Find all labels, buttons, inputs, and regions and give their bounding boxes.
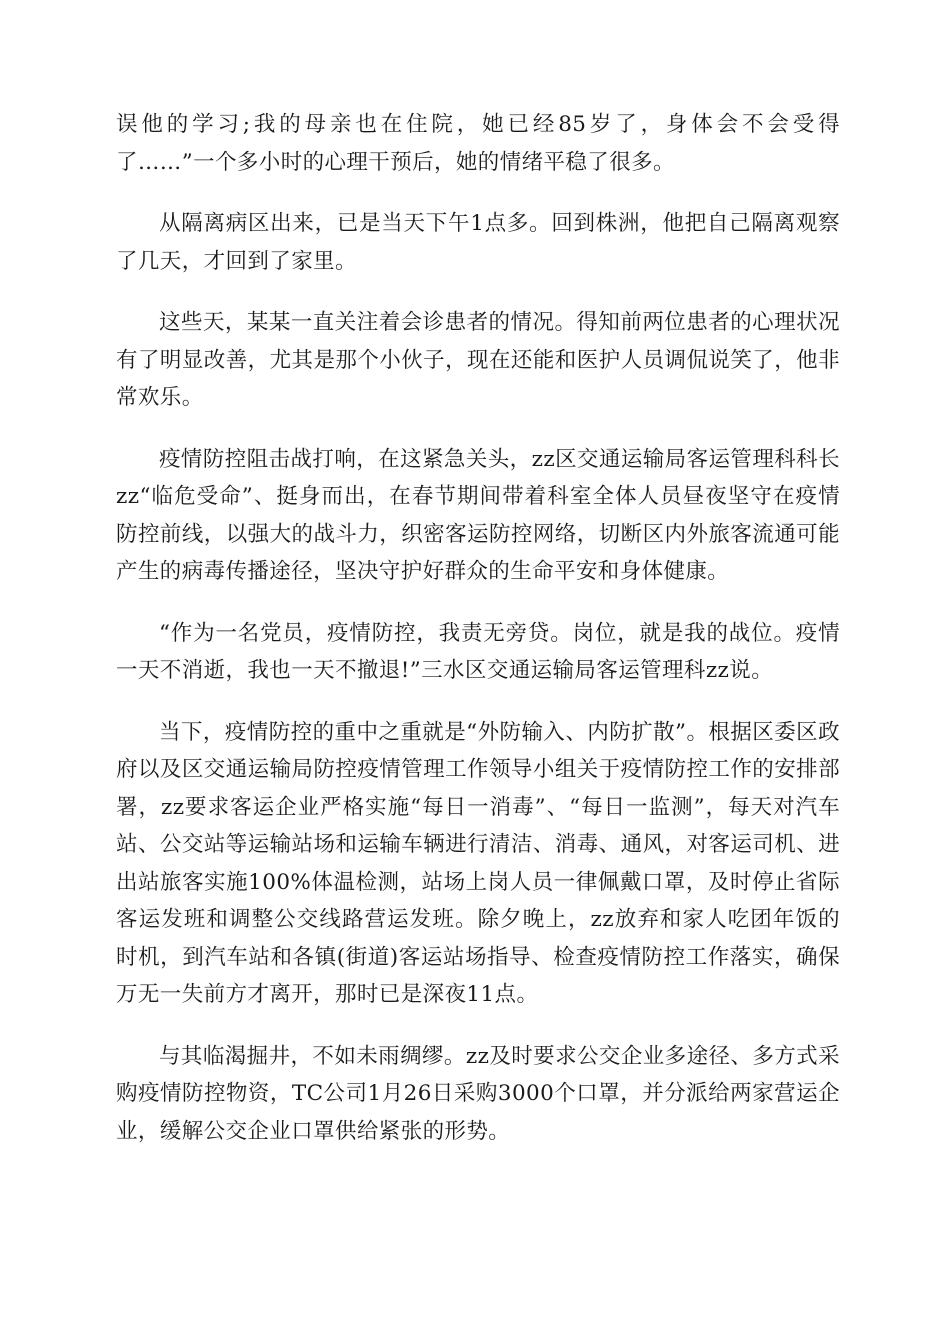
paragraph-7: 与其临渴掘井，不如未雨绸缪。zz及时要求公交企业多途径、多方式采购疫情防控物资，TC公司1月26日采购3000个口罩，并分派给两家营运企业，缓解公交企业口罩供给紧张的形势。 [116, 1043, 840, 1144]
paragraph-5: “作为一名党员，疫情防控，我责无旁贷。岗位，就是我的战位。疫情一天不消逝，我也一天不撤退!”三水区交通运输局客运管理科zz说。 [116, 620, 840, 683]
document-body [116, 106, 840, 1174]
paragraph-1: 误他的学习;我的母亲也在住院，她已经85岁了，身体会不会受得了……”一个多小时的心理干预后，她的情绪平稳了很多。 [116, 112, 840, 175]
paragraph-3: 这些天，某某一直关注着会诊患者的情况。得知前两位患者的心理状况有了明显改善，尤其是那个小伙子，现在还能和医护人员调侃说笑了，他非常欢乐。 [116, 310, 840, 410]
paragraph-4: 疫情防控阻击战打响，在这紧急关头，zz区交通运输局客运管理科科长zz“临危受命”、挺身而出，在春节期间带着科室全体人员昼夜坚守在疫情防控前线，以强大的战斗力，织密客运防控网络，切断区内外旅客流通可能产生的病毒传播途径，坚决守护好群众的生命平安和身体健康。 [116, 446, 840, 584]
paragraph-6: 当下，疫情防控的重中之重就是“外防输入、内防扩散”。根据区委区政府以及区交通运输局防控疫情管理工作领导小组关于疫情防控工作的安排部署，zz要求客运企业严格实施“每日一消毒”、“每日一监测”，每天对汽车站、公交站等运输站场和运输车辆进行清洁、消毒、通风，对客运司机、进出站旅客实施100%体温检测，站场上岗人员一律佩戴口罩，及时停止省际客运发班和调整公交线路营运发班。除夕晚上，zz放弃和家人吃团年饭的时机，到汽车站和各镇(街道)客运站场指导、检查疫情防控工作落实，确保万无一失前方才离开，那时已是深夜11点。 [116, 719, 840, 1007]
paragraph-2: 从隔离病区出来，已是当天下午1点多。回到株洲，他把自己隔离观察了几天，才回到了家里。 [116, 211, 840, 274]
